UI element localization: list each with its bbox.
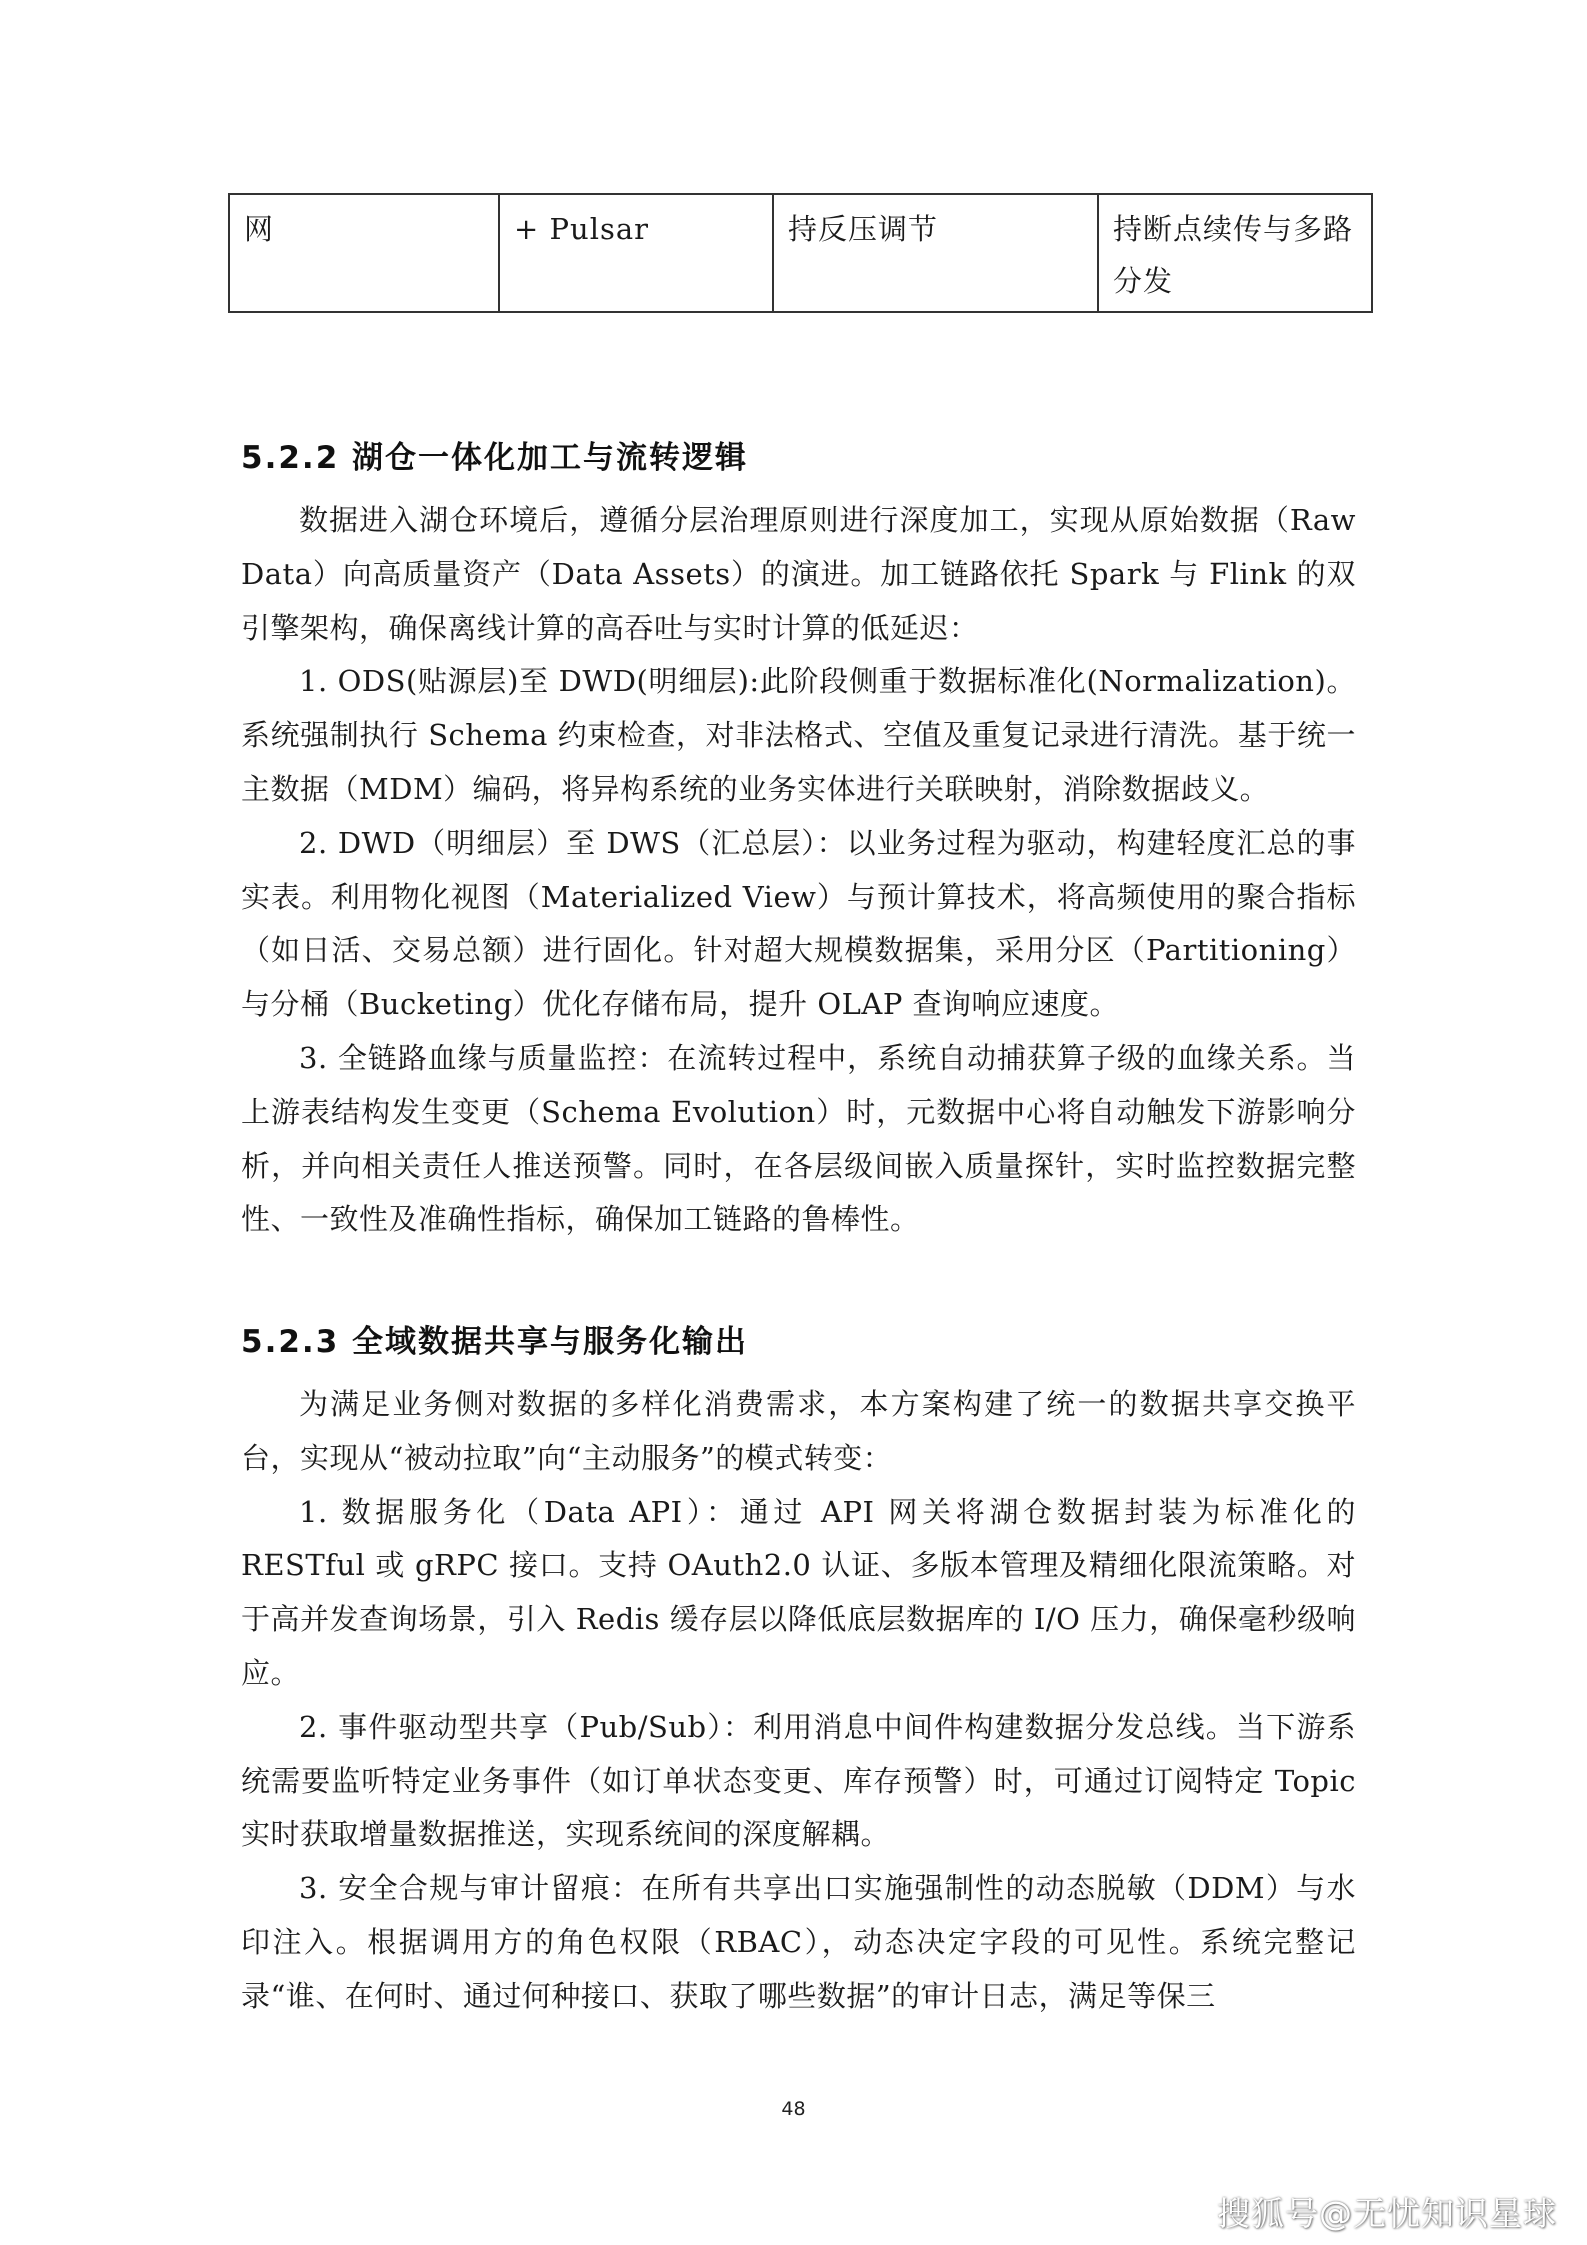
paragraph: 1. ODS(贴源层)至 DWD(明细层):此阶段侧重于数据标准化(Normalization)。系统强制执行 Schema 约束检查，对非法格式、空值及重复记录进行清洗。基于统一主数据（MDM）编码，将异构系统的业务实体进行关联映射，消除数据歧义。 [241, 664, 1356, 806]
table-fragment [228, 193, 1373, 313]
paragraph: 3. 安全合规与审计留痕：在所有共享出口实施强制性的动态脱敏（DDM）与水印注入。根据调用方的角色权限（RBAC），动态决定字段的可见性。系统完整记录“谁、在何时、通过何种接口、获取了哪些数据”的审计日志，满足等保三 [241, 1871, 1356, 2013]
paragraph: 2. 事件驱动型共享（Pub/Sub）：利用消息中间件构建数据分发总线。当下游系统需要监听特定业务事件（如订单状态变更、库存预警）时，可通过订阅特定 Topic 实时获取增量数据推送，实现系统间的深度解耦。 [241, 1709, 1356, 1852]
paragraph: 1. 数据服务化（Data API）：通过 API 网关将湖仓数据封装为标准化的 RESTful 或 gRPC 接口。支持 OAuth2.0 认证、多版本管理及精细化限流策略。对于高并发查询场景，引入 Redis 缓存层以降低底层数据库的 I/O 压力，确保毫秒级响应。 [241, 1494, 1356, 1690]
table-cell: + Pulsar [499, 194, 773, 312]
table-cell: 网 [229, 194, 499, 312]
paragraph: 数据进入湖仓环境后，遵循分层治理原则进行深度加工，实现从原始数据（Raw Data）向高质量资产（Data Assets）的演进。加工链路依托 Spark 与 Flink 的双引擎架构，确保离线计算的高吞吐与实时计算的低延迟： [241, 503, 1356, 645]
table-cell: 持断点续传与多路分发 [1098, 194, 1372, 312]
paragraph: 3. 全链路血缘与质量监控：在流转过程中，系统自动捕获算子级的血缘关系。当上游表结构发生变更（Schema Evolution）时，元数据中心将自动触发下游影响分析，并向相关责任人推送预警。同时，在各层级间嵌入质量探针，实时监控数据完整性、一致性及准确性指标，确保加工链路的鲁棒性。 [241, 1040, 1356, 1237]
paragraph: 2. DWD（明细层）至 DWS（汇总层）：以业务过程为驱动，构建轻度汇总的事实表。利用物化视图（Materialized View）与预计算技术，将高频使用的聚合指标（如日活、交易总额）进行固化。针对超大规模数据集，采用分区（Partitioning）与分桶（Bucketing）优化存储布局，提升 OLAP 查询响应速度。 [241, 825, 1356, 1022]
watermark: 搜狐号@无忧知识星球 [1217, 2194, 1557, 2233]
page-number: 48 [781, 2098, 806, 2120]
table-cell: 持反压调节 [773, 194, 1098, 312]
table-row [229, 194, 1372, 312]
section-heading-5-2-2: 5.2.2 湖仓一体化加工与流转逻辑 [241, 439, 749, 476]
section-body-5-2-2 [241, 494, 1356, 1247]
section-heading-5-2-3: 5.2.3 全域数据共享与服务化输出 [241, 1323, 749, 1360]
section-body-5-2-3 [241, 1378, 1356, 2024]
paragraph: 为满足业务侧对数据的多样化消费需求，本方案构建了统一的数据共享交换平台，实现从“被动拉取”向“主动服务”的模式转变： [241, 1387, 1356, 1475]
